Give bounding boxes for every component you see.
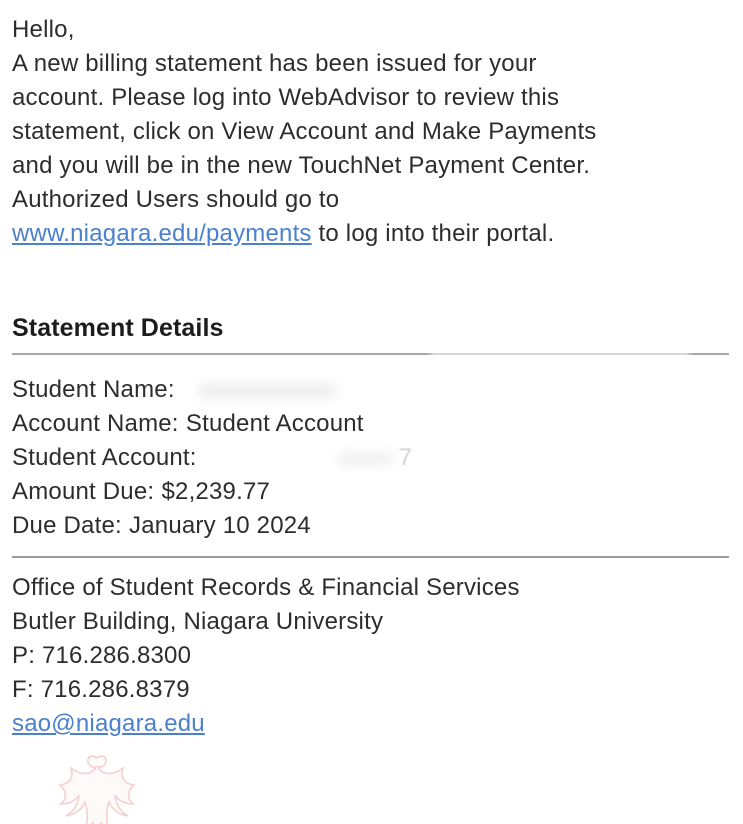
divider-rule: [12, 556, 729, 558]
field-label: Due Date:: [12, 512, 122, 539]
email-address-link[interactable]: sao@niagara.edu: [12, 710, 205, 737]
intro-link-line: [12, 217, 727, 251]
phone-number-text: P: 716.286.8300: [12, 642, 192, 669]
intro-paragraph: [12, 13, 727, 251]
intro-line: account. Please log into WebAdvisor to review this: [12, 84, 560, 111]
field-value: January 10 2024: [129, 512, 311, 539]
contact-signature-block: [12, 571, 727, 741]
field-value: $2,239.77: [161, 478, 271, 505]
field-due-date: [12, 509, 727, 543]
statement-details-heading: Statement Details: [12, 314, 224, 342]
field-label: Student Account:: [12, 444, 197, 471]
office-name-text: Office of Student Records & Financial Services: [12, 574, 520, 601]
intro-line: Authorized Users should go to: [12, 186, 340, 213]
redaction-haze: [430, 350, 690, 364]
intro-line: and you will be in the new TouchNet Payment Center.: [12, 152, 591, 179]
payments-url-link[interactable]: www.niagara.edu/payments: [12, 220, 312, 247]
field-student-name: [12, 373, 727, 407]
eagle-watermark-icon: [46, 752, 148, 824]
field-account-name: [12, 407, 727, 441]
field-amount-due: [12, 475, 727, 509]
field-label: Amount Due:: [12, 478, 155, 505]
intro-link-suffix-text: to log into their portal.: [311, 220, 555, 247]
greeting-text: Hello,: [12, 16, 75, 43]
fax-number-text: F: 716.286.8379: [12, 676, 190, 703]
field-value: Student Account: [185, 410, 364, 437]
field-label: Account Name:: [12, 410, 179, 437]
field-student-account: [12, 441, 727, 475]
field-label: Student Name:: [12, 376, 175, 403]
redacted-remnant-text: 7: [398, 444, 413, 471]
statement-fields-block: [12, 373, 727, 543]
office-address-text: Butler Building, Niagara University: [12, 608, 384, 635]
redacted-value-smudge: [337, 451, 395, 467]
intro-line: A new billing statement has been issued for your: [12, 50, 537, 77]
intro-line: statement, click on View Account and Make Payments: [12, 118, 597, 145]
redacted-value-smudge: [197, 383, 337, 399]
